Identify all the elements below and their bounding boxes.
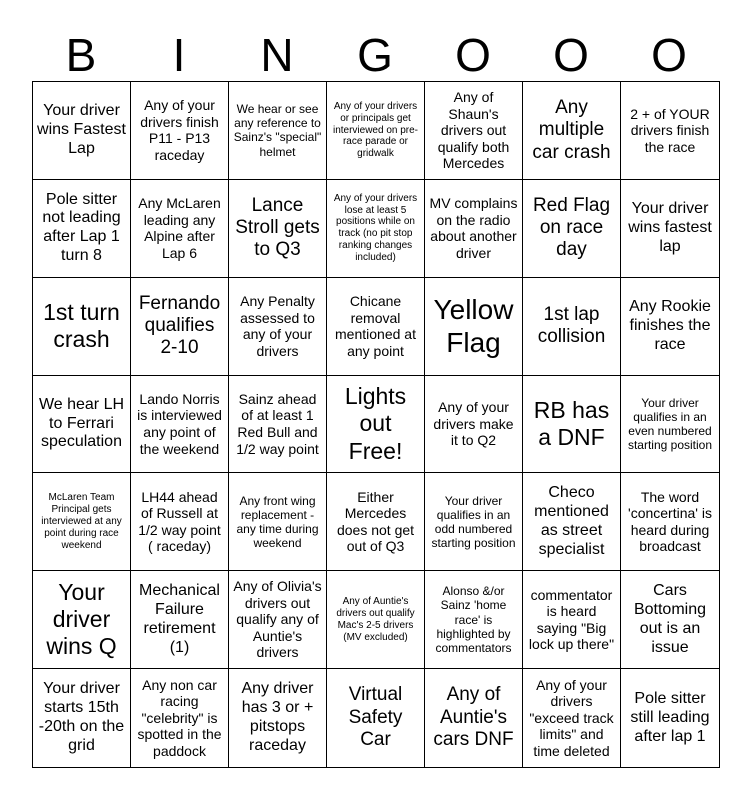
header-letter-o: O [651, 29, 687, 81]
bingo-cell[interactable]: 1st lap collision [523, 278, 621, 376]
bingo-cell[interactable]: Any driver has 3 or + pitstops raceday [229, 669, 327, 767]
bingo-cell[interactable]: Lights out Free! [327, 376, 425, 474]
bingo-cell[interactable]: Checo mentioned as street specialist [523, 473, 621, 571]
bingo-cell[interactable]: Any Rookie finishes the race [621, 278, 719, 376]
bingo-cell[interactable]: Red Flag on race day [523, 180, 621, 278]
bingo-cell[interactable]: Alonso &/or Sainz 'home race' is highlighted by commentators [425, 571, 523, 669]
bingo-cell[interactable]: Any of your drivers finish P11 - P13 raceday [131, 82, 229, 180]
bingo-header [32, 28, 720, 82]
bingo-cell[interactable]: 2 + of YOUR drivers finish the race [621, 82, 719, 180]
bingo-cell[interactable]: Your driver wins Q [33, 571, 131, 669]
bingo-cell[interactable]: We hear or see any reference to Sainz's "special" helmet [229, 82, 327, 180]
bingo-cell[interactable]: Pole sitter not leading after Lap 1 turn 8 [33, 180, 131, 278]
bingo-cell[interactable]: MV complains on the radio about another driver [425, 180, 523, 278]
bingo-cell[interactable]: Lance Stroll gets to Q3 [229, 180, 327, 278]
bingo-cell[interactable]: Any of your drivers or principals get interviewed on pre-race parade or gridwalk [327, 82, 425, 180]
header-letter-i: I [172, 29, 186, 81]
bingo-cell[interactable]: Either Mercedes does not get out of Q3 [327, 473, 425, 571]
bingo-cell[interactable]: Any of Auntie's drivers out qualify Mac's 2-5 drivers (MV excluded) [327, 571, 425, 669]
bingo-cell[interactable]: Any of Auntie's cars DNF [425, 669, 523, 767]
bingo-cell[interactable]: Any of your drivers lose at least 5 positions while on track (no pit stop ranking changes included) [327, 180, 425, 278]
bingo-cell[interactable]: Your driver starts 15th -20th on the grid [33, 669, 131, 767]
bingo-cell[interactable]: Your driver qualifies in an odd numbered starting position [425, 473, 523, 571]
bingo-cell[interactable]: Your driver wins fastest lap [621, 180, 719, 278]
bingo-cell[interactable]: Any of Shaun's drivers out qualify both Mercedes [425, 82, 523, 180]
bingo-cell[interactable]: Sainz ahead of at least 1 Red Bull and 1/2 way point [229, 376, 327, 474]
bingo-cell[interactable]: Yellow Flag [425, 278, 523, 376]
bingo-cell[interactable]: LH44 ahead of Russell at 1/2 way point ( raceday) [131, 473, 229, 571]
bingo-cell[interactable]: Any multiple car crash [523, 82, 621, 180]
bingo-cell[interactable]: We hear LH to Ferrari speculation [33, 376, 131, 474]
bingo-cell[interactable]: Virtual Safety Car [327, 669, 425, 767]
bingo-grid [32, 81, 720, 768]
bingo-cell[interactable]: The word 'concertina' is heard during broadcast [621, 473, 719, 571]
bingo-cell[interactable]: Lando Norris is interviewed any point of the weekend [131, 376, 229, 474]
bingo-cell[interactable]: Cars Bottoming out is an issue [621, 571, 719, 669]
header-letter-o: O [553, 29, 589, 81]
bingo-cell[interactable]: Any front wing replacement - any time during weekend [229, 473, 327, 571]
bingo-cell[interactable]: Your driver qualifies in an even numbered starting position [621, 376, 719, 474]
header-letter-b: B [65, 29, 97, 81]
bingo-cell[interactable]: Any Penalty assessed to any of your drivers [229, 278, 327, 376]
bingo-cell[interactable]: Any non car racing "celebrity" is spotted in the paddock [131, 669, 229, 767]
header-letter-g: G [357, 29, 393, 81]
bingo-cell[interactable]: Chicane removal mentioned at any point [327, 278, 425, 376]
header-letter-o: O [455, 29, 491, 81]
bingo-cell[interactable]: Your driver wins Fastest Lap [33, 82, 131, 180]
bingo-cell[interactable]: Any of your drivers "exceed track limits" and time deleted [523, 669, 621, 767]
bingo-cell[interactable]: Fernando qualifies 2-10 [131, 278, 229, 376]
header-letter-n: N [260, 29, 294, 81]
bingo-cell[interactable]: RB has a DNF [523, 376, 621, 474]
bingo-cell[interactable]: Any of Olivia's drivers out qualify any of Auntie's drivers [229, 571, 327, 669]
bingo-cell[interactable]: Pole sitter still leading after lap 1 [630, 689, 710, 745]
bingo-cell[interactable]: commentator is heard saying "Big lock up there" [523, 571, 621, 669]
bingo-cell[interactable]: Any McLaren leading any Alpine after Lap 6 [131, 180, 229, 278]
bingo-cell[interactable]: Any of your drivers make it to Q2 [425, 376, 523, 474]
bingo-cell[interactable]: McLaren Team Principal gets interviewed at any point during race weekend [33, 473, 131, 571]
bingo-cell[interactable]: Mechanical Failure retirement (1) [131, 571, 229, 669]
bingo-cell[interactable]: 1st turn crash [33, 278, 131, 376]
